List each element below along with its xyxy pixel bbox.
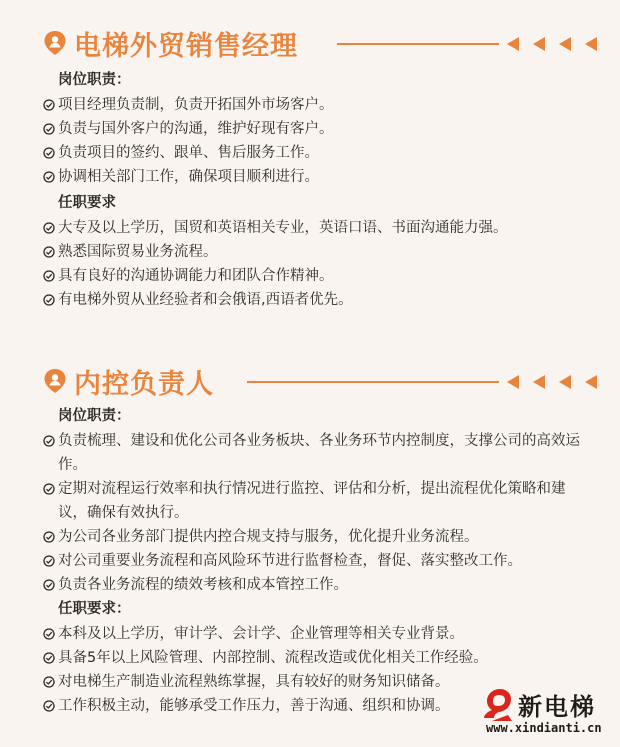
logo-url: www.xindianti.cn [486, 721, 602, 735]
duties-heading: 岗位职责： [58, 72, 131, 88]
logo-name: 新电梯 [518, 693, 596, 721]
left-triangle-arrows-icon [505, 34, 605, 54]
requirements-list [0, 216, 620, 312]
check-circle-icon [43, 652, 55, 664]
check-circle-icon [43, 246, 55, 258]
check-circle-icon [43, 171, 55, 183]
list-item-text: 对公司重要业务流程和高风险环节进行监督检查，督促、落实整改工作。 [58, 553, 522, 569]
duties-list [0, 93, 620, 189]
check-circle-icon [43, 147, 55, 159]
check-circle-icon [43, 579, 55, 591]
list-item [0, 429, 620, 477]
check-circle-icon [43, 555, 55, 567]
check-circle-icon [43, 676, 55, 688]
section-title: 内控负责人 [74, 369, 214, 400]
list-item-text: 本科及以上学历，审计学、会计学、企业管理等相关专业背景。 [58, 626, 464, 642]
list-item [0, 288, 620, 312]
requirements-heading: 任职要求 [58, 195, 116, 211]
list-item [0, 549, 620, 573]
location-pin-icon [42, 368, 68, 394]
list-item-text: 项目经理负责制，负责开拓国外市场客户。 [58, 97, 334, 113]
list-item-text: 具有良好的沟通协调能力和团队合作精神。 [58, 268, 334, 284]
duties-heading: 岗位职责： [58, 408, 131, 424]
list-item-text: 负责梳理、建设和优化公司各业务板块、各业务环节内控制度，支撑公司的高效运作。 [58, 433, 580, 473]
list-item-text: 负责各业务流程的绩效考核和成本管控工作。 [58, 577, 348, 593]
list-item [0, 141, 620, 165]
list-item [0, 573, 620, 597]
list-item [0, 165, 620, 189]
check-circle-icon [43, 99, 55, 111]
list-item-text: 协调相关部门工作，确保项目顺利进行。 [58, 169, 319, 185]
section-export-sales-manager [0, 22, 620, 312]
list-item-text: 负责与国外客户的沟通，维护好现有客户。 [58, 121, 334, 137]
list-item-text: 定期对流程运行效率和执行情况进行监控、评估和分析，提出流程优化策略和建议，确保有效执行。 [58, 481, 566, 521]
list-item [0, 117, 620, 141]
section-header [0, 22, 620, 66]
list-item [0, 477, 620, 525]
list-item [0, 622, 620, 646]
logo-mark-icon [482, 687, 514, 721]
list-item-text: 为公司各业务部门提供内控合规支持与服务，优化提升业务流程。 [58, 529, 479, 545]
list-item [0, 264, 620, 288]
section-internal-control-lead [0, 360, 620, 718]
check-circle-icon [43, 294, 55, 306]
list-item [0, 240, 620, 264]
list-item-text: 具备5年以上风险管理、内部控制、流程改造或优化相关工作经验。 [58, 650, 488, 666]
list-item-text: 熟悉国际贸易业务流程。 [58, 244, 218, 260]
site-logo [482, 685, 612, 743]
location-pin-icon [42, 30, 68, 56]
requirements-heading: 任职要求： [58, 601, 131, 617]
left-triangle-arrows-icon [505, 372, 605, 392]
list-item-text: 大专及以上学历，国贸和英语相关专业，英语口语、书面沟通能力强。 [58, 220, 508, 236]
check-circle-icon [43, 222, 55, 234]
check-circle-icon [43, 435, 55, 447]
check-circle-icon [43, 483, 55, 495]
duties-list [0, 429, 620, 597]
check-circle-icon [43, 270, 55, 282]
list-item-text: 负责项目的签约、跟单、售后服务工作。 [58, 145, 319, 161]
check-circle-icon [43, 123, 55, 135]
list-item-text: 有电梯外贸从业经验者和会俄语,西语者优先。 [58, 292, 353, 308]
list-item [0, 525, 620, 549]
divider-line [337, 43, 499, 45]
list-item-text: 对电梯生产制造业流程熟练掌握，具有较好的财务知识储备。 [58, 674, 450, 690]
divider-line [247, 381, 499, 383]
section-header [0, 360, 620, 404]
section-title: 电梯外贸销售经理 [74, 31, 298, 62]
list-item [0, 93, 620, 117]
list-item [0, 646, 620, 670]
list-item-text: 工作积极主动，能够承受工作压力，善于沟通、组织和协调。 [58, 698, 450, 714]
check-circle-icon [43, 628, 55, 640]
check-circle-icon [43, 700, 55, 712]
check-circle-icon [43, 531, 55, 543]
list-item [0, 216, 620, 240]
